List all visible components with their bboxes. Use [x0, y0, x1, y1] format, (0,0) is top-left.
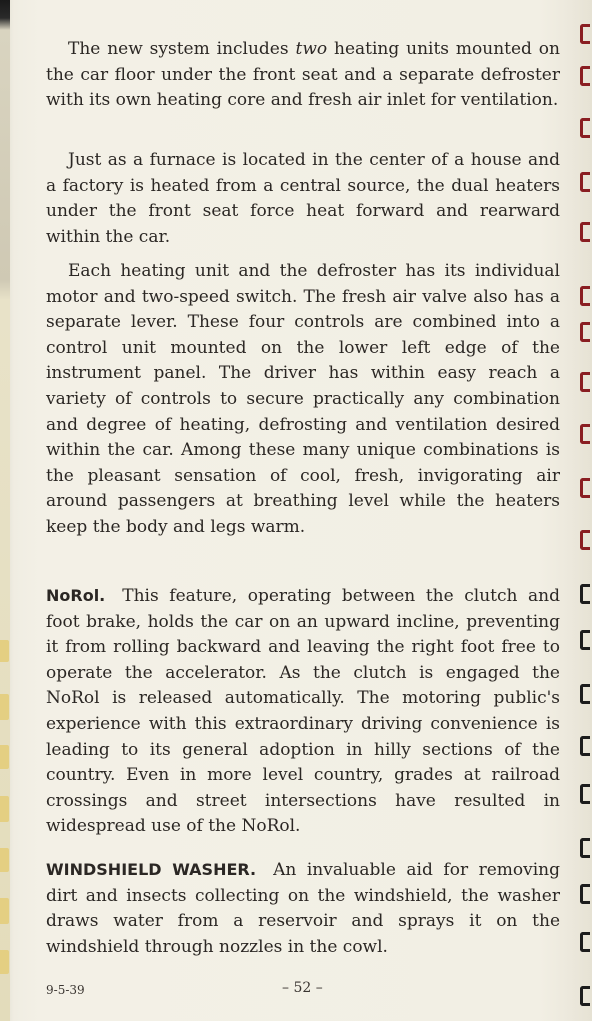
section-text: This feature, operating between the clutch and foot brake, holds the car on an upward incline, preventing it from rolling backward and leaving the right foot free to operate the accelerator. As the clutch is engaged the NoRol is released automatically. The motoring public's experience with this extraordinary driving convenience is leading to its general adoption in hilly sections of the country. Even in more level country, grades at railroad crossings and street intersections have resulted in widespread use of the NoRol.: [46, 586, 560, 837]
edge-tab-decoration: [0, 898, 9, 924]
binder-ring-icon: [580, 424, 590, 444]
body-paragraph: [46, 148, 560, 250]
paragraph-text: Each heating unit and the defroster has its individual motor and two-speed switch. The fresh air valve also has a separate lever. These four controls are combined into a control unit mounted on the lower left edge of the instrument panel. The driver has within easy reach a variety of controls to secure practically any combination and degree of heating, defrosting and ventilation desired within the car. Among these many unique combinations is the pleasant sensation of cool, fresh, invigorating air around passengers at breathing level while the heaters keep the body and legs warm.: [46, 261, 560, 537]
edge-tab-decoration: [0, 950, 9, 974]
footer-date: 9-5-39: [46, 983, 85, 997]
binder-ring-icon: [580, 322, 590, 342]
windshield-washer-section: [46, 857, 560, 960]
binder-ring-icon: [580, 684, 590, 704]
binder-ring-icon: [580, 118, 590, 138]
section-text: An invaluable aid for removing dirt and insects collecting on the windshield, the washer draws water from a reservoir and sprays it on the windshield through nozzles in the cowl.: [46, 860, 561, 957]
binder-ring-icon: [580, 884, 590, 904]
binder-ring-icon: [580, 838, 590, 858]
paragraph-text: Just as a furnace is located in the center of a house and a factory is heated from a central source, the dual heaters under the front seat force heat forward and rearward within the car.: [46, 150, 560, 247]
binder-ring-icon: [580, 372, 590, 392]
binder-ring-icon: [580, 286, 590, 306]
page-number: – 52 –: [282, 980, 323, 996]
binder-ring-icon: [580, 736, 590, 756]
emphasis-word: two: [295, 39, 328, 59]
binder-ring-icon: [580, 222, 590, 242]
binder-ring-icon: [580, 986, 590, 1006]
edge-tab-decoration: [0, 745, 9, 769]
edge-tab-decoration: [0, 640, 9, 662]
edge-tab-decoration: [0, 694, 9, 720]
body-paragraph: [46, 259, 560, 541]
paragraph-text: The new system includes: [68, 39, 296, 59]
binder-ring-icon: [580, 932, 590, 952]
paragraph-text: heating units mounted on the car floor under the front seat and a separate defroster with its own heating core and fresh air inlet for ventilation.: [46, 39, 560, 111]
binder-ring-icon: [580, 584, 590, 604]
binder-ring-icon: [580, 172, 590, 192]
binder-ring-icon: [580, 478, 590, 498]
binder-ring-icon: [580, 24, 590, 44]
norol-section: [46, 583, 560, 840]
section-heading: WINDSHIELD WASHER.: [46, 860, 257, 879]
body-paragraph: [46, 37, 560, 114]
binder-ring-icon: [580, 66, 590, 86]
binder-ring-icon: [580, 530, 590, 550]
section-heading: NoRol.: [46, 586, 106, 605]
edge-tab-decoration: [0, 848, 9, 872]
binder-ring-icon: [580, 630, 590, 650]
binder-spine: [570, 0, 592, 1021]
edge-tab-decoration: [0, 796, 9, 822]
binder-ring-icon: [580, 784, 590, 804]
left-page-edge: [0, 0, 10, 1021]
